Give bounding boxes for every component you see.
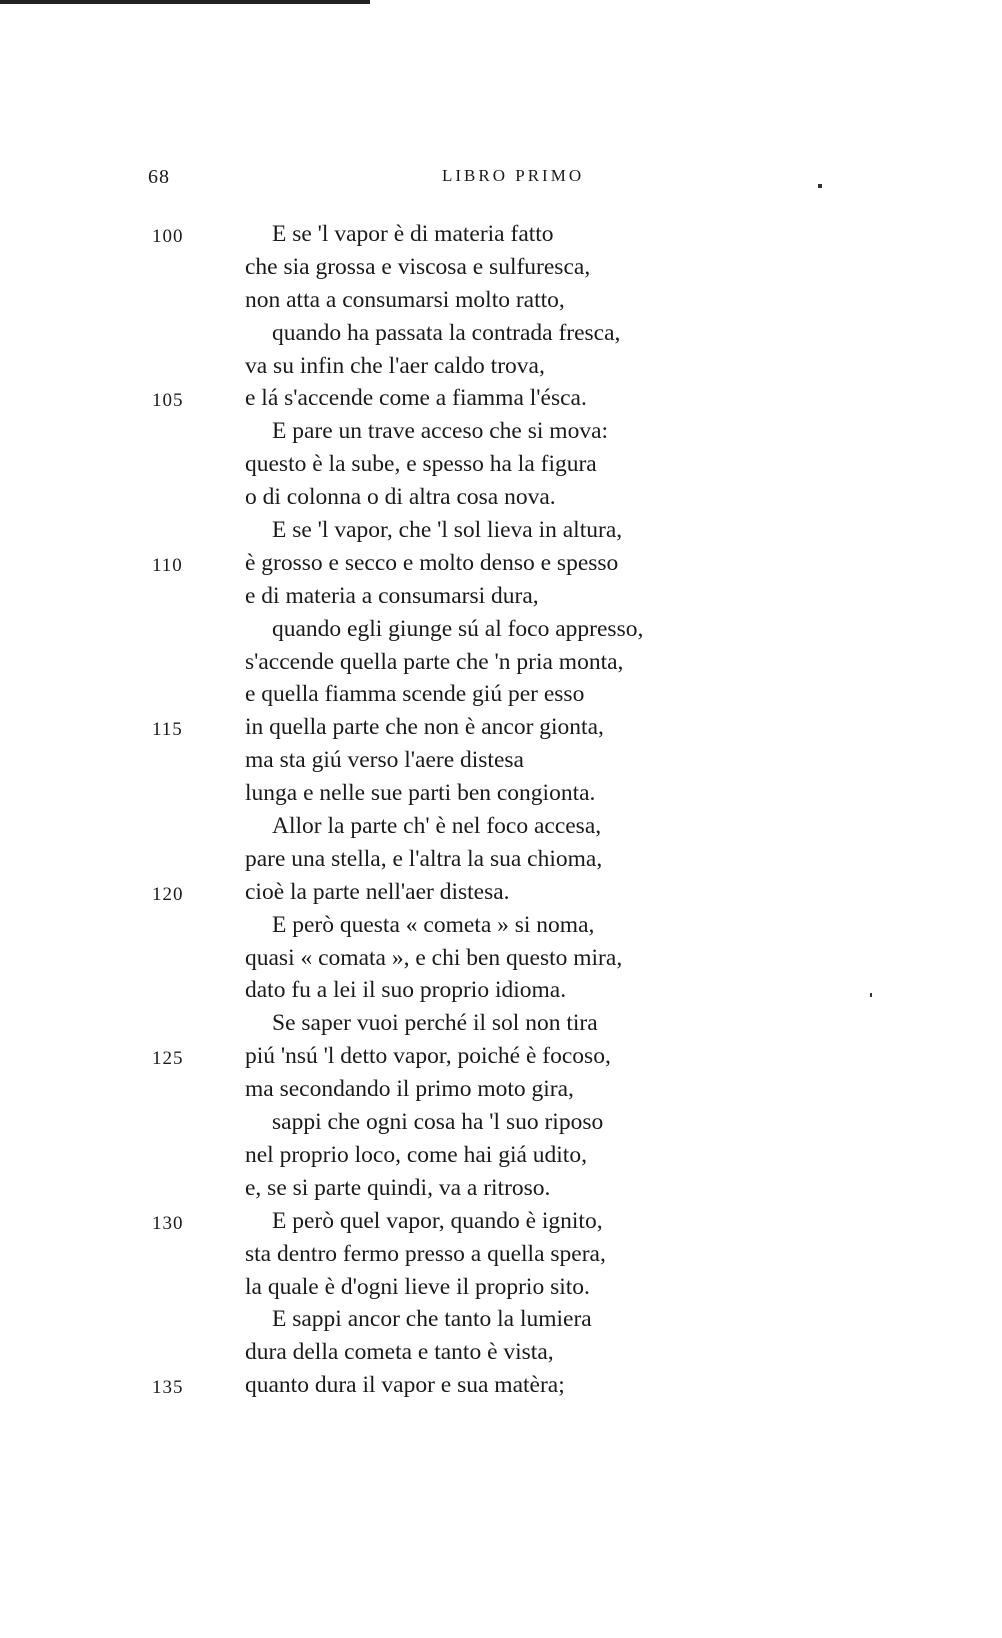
verse-text: E però questa « cometa » si noma, (272, 911, 595, 938)
scan-speck (818, 184, 822, 188)
verse-line (0, 613, 1002, 646)
page-number: 68 (148, 166, 170, 188)
verse-text: non atta a consumarsi molto ratto, (245, 286, 565, 313)
verse-line (0, 1205, 1002, 1238)
running-head: LIBRO PRIMO (442, 166, 585, 185)
verse-line (0, 1139, 1002, 1172)
verse-text: sappi che ogni cosa ha 'l suo riposo (272, 1109, 604, 1136)
verse-line (0, 777, 1002, 810)
verse-line (0, 448, 1002, 481)
verse-line (0, 1073, 1002, 1106)
verse-line (0, 876, 1002, 909)
verse-text: E se 'l vapor, che 'l sol lieva in altura, (272, 517, 623, 544)
verse-text: cioè la parte nell'aer distesa. (245, 878, 510, 905)
verse-text: quando ha passata la contrada fresca, (272, 319, 621, 346)
verse-text: la quale è d'ogni lieve il proprio sito. (245, 1273, 590, 1300)
verse-line (0, 317, 1002, 350)
verse-line (0, 1369, 1002, 1402)
line-number: 125 (152, 1048, 184, 1070)
verse-line (0, 382, 1002, 415)
verse-text: lunga e nelle sue parti ben congionta. (245, 780, 596, 807)
line-number: 115 (152, 719, 183, 741)
line-number: 120 (152, 883, 184, 905)
verse-text: E sappi ancor che tanto la lumiera (272, 1306, 592, 1333)
verse-line (0, 1106, 1002, 1139)
line-number: 100 (152, 226, 184, 247)
verse-line (0, 1040, 1002, 1073)
verse-text: e di materia a consumarsi dura, (245, 582, 539, 609)
verse-line (0, 1336, 1002, 1369)
verse-text: e, se si parte quindi, va a ritroso. (245, 1174, 551, 1201)
verse-text: dura della cometa e tanto è vista, (245, 1339, 554, 1366)
verse-line (0, 514, 1002, 547)
verse-line (0, 974, 1002, 1007)
verse-text: nel proprio loco, come hai giá udito, (245, 1141, 587, 1168)
verse-text: che sia grossa e viscosa e sulfuresca, (245, 253, 591, 280)
verse-text: Se saper vuoi perché il sol non tira (272, 1010, 598, 1037)
verse-text: E se 'l vapor è di materia fatto (272, 221, 554, 247)
verse-text: quanto dura il vapor e sua matèra; (245, 1372, 565, 1399)
verse-line (0, 909, 1002, 942)
verse-text: E pare un trave acceso che si mova: (272, 418, 609, 445)
verse-line (0, 415, 1002, 448)
verse-line (0, 218, 1002, 251)
verse-text: s'accende quella parte che 'n pria monta, (245, 648, 624, 675)
top-scan-rule (0, 0, 370, 4)
verse-line (0, 251, 1002, 284)
verse-text: sta dentro fermo presso a quella spera, (245, 1240, 606, 1267)
verse-line (0, 481, 1002, 514)
verse-line (0, 284, 1002, 317)
line-number: 110 (152, 554, 183, 576)
verse-text: Allor la parte ch' è nel foco accesa, (272, 813, 602, 840)
verse-text: e quella fiamma scende giú per esso (245, 681, 585, 708)
verse-text: e lá s'accende come a fiamma l'ésca. (245, 385, 587, 412)
verse-text: o di colonna o di altra cosa nova. (245, 484, 556, 511)
verse-text: questo è la sube, e spesso ha la figura (245, 451, 597, 478)
poem-text (0, 218, 1002, 1402)
verse-line (0, 678, 1002, 711)
verse-line (0, 646, 1002, 679)
verse-line (0, 547, 1002, 580)
verse-text: quando egli giunge sú al foco appresso, (272, 615, 644, 642)
verse-text: ma secondando il primo moto gira, (245, 1076, 574, 1103)
line-number: 105 (152, 390, 184, 412)
verse-line (0, 843, 1002, 876)
verse-text: E però quel vapor, quando è ignito, (272, 1207, 603, 1234)
verse-line (0, 1007, 1002, 1040)
verse-line (0, 1172, 1002, 1205)
verse-line (0, 744, 1002, 777)
verse-line (0, 711, 1002, 744)
verse-line (0, 1271, 1002, 1304)
verse-line (0, 942, 1002, 975)
verse-line (0, 1238, 1002, 1271)
verse-text: pare una stella, e l'altra la sua chioma, (245, 845, 603, 872)
line-number: 135 (152, 1377, 184, 1399)
verse-text: ma sta giú verso l'aere distesa (245, 747, 524, 774)
verse-text: quasi « comata », e chi ben questo mira, (245, 944, 623, 971)
verse-text: è grosso e secco e molto denso e spesso (245, 549, 619, 576)
verse-text: va su infin che l'aer caldo trova, (245, 352, 545, 379)
line-number: 130 (152, 1212, 184, 1234)
verse-line (0, 580, 1002, 613)
verse-text: in quella parte che non è ancor gionta, (245, 714, 604, 741)
verse-line (0, 350, 1002, 383)
verse-line (0, 810, 1002, 843)
verse-line (0, 1303, 1002, 1336)
verse-text: dato fu a lei il suo proprio idioma. (245, 977, 567, 1004)
verse-text: piú 'nsú 'l detto vapor, poiché è focoso, (245, 1043, 611, 1070)
